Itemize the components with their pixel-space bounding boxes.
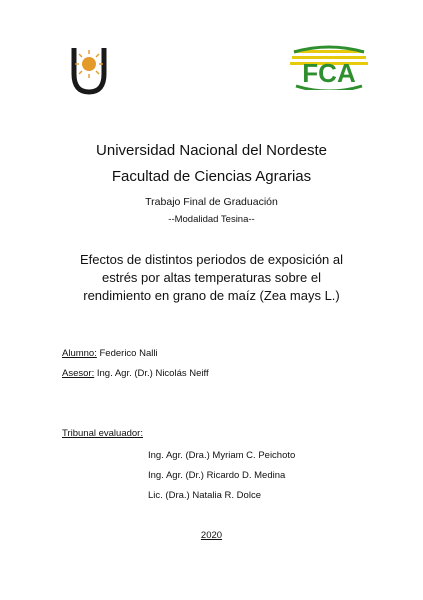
title-line: rendimiento en grano de maíz (Zea mays L.) <box>83 288 340 303</box>
student-label: Alumno: <box>62 348 97 359</box>
fca-logo-text: FCA <box>302 58 356 88</box>
university-name: Universidad Nacional del Nordeste <box>96 142 327 159</box>
advisor-line <box>62 368 209 379</box>
year: 2020 <box>200 530 223 541</box>
student-name: Federico Nalli <box>99 348 158 359</box>
fca-logo <box>288 44 370 90</box>
tribunal-member: Lic. (Dra.) Natalia R. Dolce <box>148 490 261 501</box>
advisor-label: Asesor: <box>62 368 95 379</box>
thesis-title <box>0 251 423 305</box>
sun-icon <box>75 50 103 78</box>
work-type: Trabajo Final de Graduación <box>145 196 278 208</box>
title-line: Efectos de distintos periodos de exposición al <box>79 252 344 267</box>
tribunal-member: Ing. Agr. (Dra.) Myriam C. Peichoto <box>148 450 296 461</box>
title-line: estrés por altas temperaturas sobre el <box>102 270 321 285</box>
tribunal-member: Ing. Agr. (Dr.) Ricardo D. Medina <box>148 470 286 481</box>
unne-sun-logo <box>68 44 110 96</box>
advisor-name: Ing. Agr. (Dr.) Nicolás Neiff <box>96 368 209 379</box>
modality: --Modalidad Tesina-- <box>168 214 255 225</box>
tribunal-label: Tribunal evaluador: <box>62 428 143 439</box>
student-line <box>62 348 158 359</box>
faculty-name: Facultad de Ciencias Agrarias <box>111 168 312 185</box>
